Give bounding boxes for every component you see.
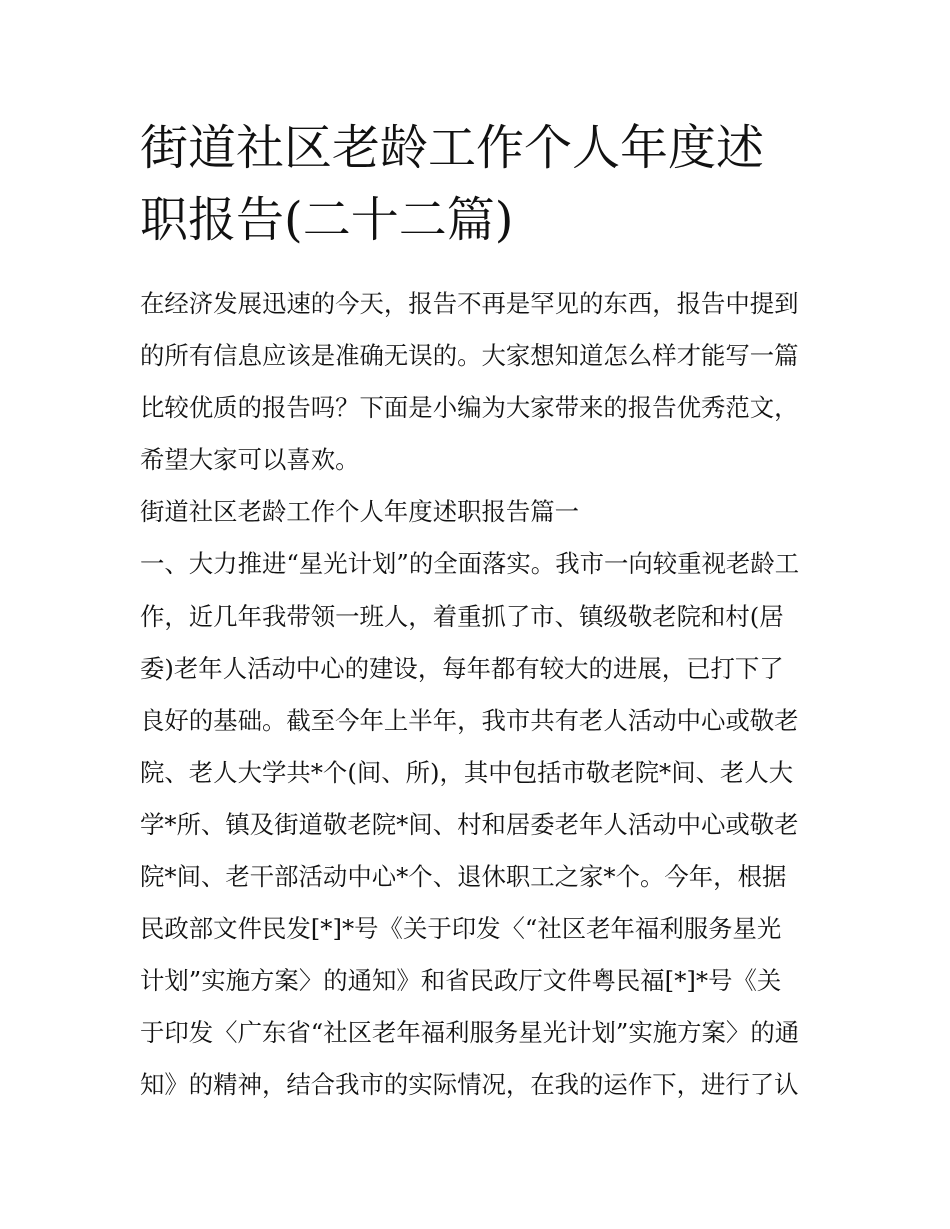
paragraph-line-9: 计划”实施方案〉的通知》和省民政厅文件粤民福[*]*号《关 xyxy=(140,966,782,996)
paragraph-line-3: 委)老年人活动中心的建设，每年都有较大的进展，已打下了 xyxy=(140,653,784,683)
paragraph-line-6: 学*所、镇及街道敬老院*间、村和居委老年人活动中心或敬老 xyxy=(140,809,799,839)
title-line-1: 街道社区老龄工作个人年度述 xyxy=(140,120,765,176)
paragraph-line-8: 民政部文件民发[*]*号《关于印发〈“社区老年福利服务星光 xyxy=(140,914,782,944)
paragraph-line-2: 作，近几年我带领一班人，着重抓了市、镇级敬老院和村(居 xyxy=(140,601,784,631)
title-line-2: 职报告(二十二篇) xyxy=(140,192,514,248)
paragraph-line-11: 知》的精神，结合我市的实际情况，在我的运作下，进行了认 xyxy=(140,1070,799,1100)
paragraph-line-7: 院*间、老干部活动中心*个、退休职工之家*个。今年，根据 xyxy=(140,862,787,892)
intro-line-3: 比较优质的报告吗？下面是小编为大家带来的报告优秀范文， xyxy=(140,393,799,423)
paragraph-line-1: 一、大力推进“星光计划”的全面落实。我市一向较重视老龄工 xyxy=(140,549,800,579)
document-title xyxy=(140,112,820,256)
paragraph-line-5: 院、老人大学共*个(间、所)，其中包括市敬老院*间、老人大 xyxy=(140,757,794,787)
paragraph-line-10: 于印发〈广东省“社区老年福利服务星光计划”实施方案〉的通 xyxy=(140,1018,800,1048)
document-body xyxy=(140,278,820,1112)
intro-line-1: 在经济发展迅速的今天，报告不再是罕见的东西，报告中提到 xyxy=(140,289,799,318)
paragraph-line-4: 良好的基础。截至今年上半年，我市共有老人活动中心或敬老 xyxy=(140,705,799,735)
intro-line-2: 的所有信息应该是准确无误的。大家想知道怎么样才能写一篇 xyxy=(140,341,799,371)
intro-line-4: 希望大家可以喜欢。 xyxy=(140,445,360,475)
section-heading: 街道社区老龄工作个人年度述职报告篇一 xyxy=(140,497,580,527)
